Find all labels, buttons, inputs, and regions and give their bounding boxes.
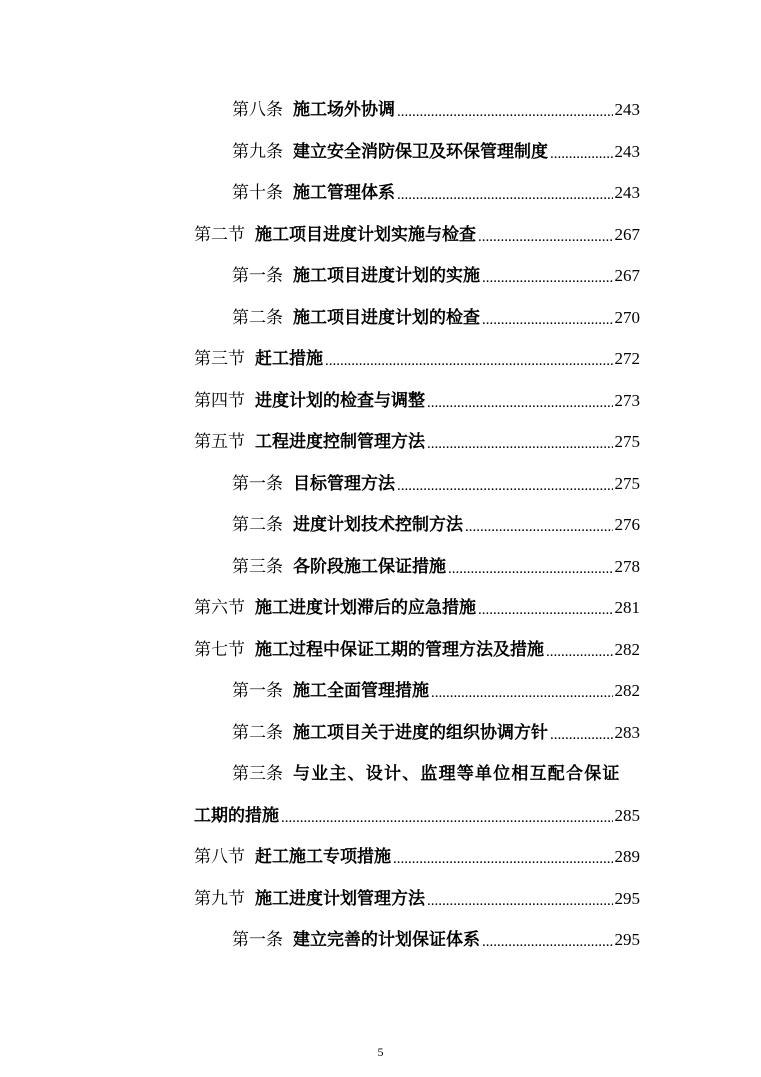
toc-leader-dots: [397, 180, 613, 206]
toc-entry-number: 第八节: [194, 847, 245, 867]
toc-entry[interactable]: [232, 512, 640, 538]
toc-entry-page: 267: [614, 225, 640, 244]
toc-entry[interactable]: [232, 720, 640, 746]
toc-leader-dots: [546, 637, 613, 663]
toc-leader-dots: [427, 429, 613, 455]
toc-entry-number: 第八条: [232, 100, 283, 120]
toc-entry-number: 第一条: [232, 474, 283, 494]
toc-entry-title: 施工进度计划管理方法: [255, 889, 425, 909]
toc-entry-number: 第一条: [232, 681, 283, 701]
toc-entry[interactable]: [194, 886, 640, 912]
toc-leader-dots: [482, 927, 613, 953]
toc-entry-number: 第十条: [232, 183, 283, 203]
toc-entry-page: 282: [614, 681, 640, 700]
toc-entry-number: 第九条: [232, 142, 283, 162]
toc-entry[interactable]: [194, 844, 640, 870]
toc-entry-page: 267: [614, 266, 640, 285]
toc-entry-page: 275: [614, 432, 640, 451]
toc-entry-title: 施工管理体系: [293, 183, 395, 203]
toc-entry[interactable]: [194, 595, 640, 621]
toc-entry-title: 与业主、设计、监理等单位相互配合保证: [293, 764, 621, 784]
toc-entry-page: 276: [614, 515, 640, 534]
toc-entry-page: 273: [614, 391, 640, 410]
toc-entry-number: 第七节: [194, 640, 245, 660]
toc-entry-title: 建立安全消防保卫及环保管理制度: [293, 142, 548, 162]
toc-entry-page: 272: [614, 349, 640, 368]
toc-entry-title: 赶工施工专项措施: [255, 847, 391, 867]
toc-entry-title: 施工全面管理措施: [293, 681, 429, 701]
toc-entry[interactable]: [194, 222, 640, 248]
toc-entry-title: 工期的措施: [194, 806, 279, 826]
toc-entry[interactable]: [232, 554, 640, 580]
toc-leader-dots: [448, 554, 613, 580]
toc-entry-number: 第二条: [232, 308, 283, 328]
toc-leader-dots: [465, 512, 613, 538]
toc-leader-dots: [397, 97, 613, 123]
toc-entry-number: 第三条: [232, 557, 283, 577]
toc-entry[interactable]: [194, 388, 640, 414]
toc-entry-number: 第一条: [232, 266, 283, 286]
toc-entry[interactable]: [232, 180, 640, 206]
toc-entry[interactable]: [232, 678, 640, 704]
toc-entry-number: 第三节: [194, 349, 245, 369]
toc-entry-title: 施工项目进度计划实施与检查: [255, 225, 476, 245]
toc-leader-dots: [393, 844, 613, 870]
toc-leader-dots: [431, 678, 613, 704]
toc-entry-number: 第一条: [232, 930, 283, 950]
toc-leader-dots: [478, 595, 613, 621]
toc-entry[interactable]: [232, 305, 640, 331]
toc-entry-page: 278: [614, 557, 640, 576]
toc-entry-title: 进度计划技术控制方法: [293, 515, 463, 535]
toc-entry-page: 283: [614, 723, 640, 742]
toc-entry-number: 第四节: [194, 391, 245, 411]
toc-entry-title: 赶工措施: [255, 349, 323, 369]
toc-entry[interactable]: [194, 637, 640, 663]
toc-entry-page: 270: [614, 308, 640, 327]
toc-entry-title: 施工项目关于进度的组织协调方针: [293, 723, 548, 743]
toc-entry-title: 建立完善的计划保证体系: [293, 930, 480, 950]
toc-entry-wrapped-start[interactable]: [232, 761, 640, 787]
toc-entry-page: 295: [614, 889, 640, 908]
toc-leader-dots: [427, 388, 613, 414]
toc-entry-title: 进度计划的检查与调整: [255, 391, 425, 411]
toc-leader-dots: [550, 720, 613, 746]
toc-entry-title: 施工场外协调: [293, 100, 395, 120]
toc-entry-number: 第二节: [194, 225, 245, 245]
toc-entry-page: 243: [614, 142, 640, 161]
page-number: 5: [377, 1045, 384, 1059]
toc-entry-title: 各阶段施工保证措施: [293, 557, 446, 577]
toc-entry-title: 工程进度控制管理方法: [255, 432, 425, 452]
toc-entry[interactable]: [232, 139, 640, 165]
toc-entry-number: 第二条: [232, 515, 283, 535]
toc-leader-dots: [325, 346, 613, 372]
toc-entry[interactable]: [194, 346, 640, 372]
toc-entry-page: 289: [614, 847, 640, 866]
toc-leader-dots: [478, 222, 613, 248]
toc-entry-page: 295: [614, 930, 640, 949]
toc-entry-title: 施工项目进度计划的检查: [293, 308, 480, 328]
toc-entry[interactable]: [194, 429, 640, 455]
toc-leader-dots: [550, 139, 613, 165]
toc-entry-number: 第五节: [194, 432, 245, 452]
toc-entry[interactable]: [232, 263, 640, 289]
toc-leader-dots: [482, 263, 613, 289]
toc-entry-number: 第二条: [232, 723, 283, 743]
toc-entry-number: 第三条: [232, 764, 283, 784]
toc-entry-number: 第九节: [194, 889, 245, 909]
toc-entry-page: 282: [614, 640, 640, 659]
toc-entry-title: 目标管理方法: [293, 474, 395, 494]
toc-entry[interactable]: [232, 97, 640, 123]
toc-entry-title: 施工项目进度计划的实施: [293, 266, 480, 286]
toc-leader-dots: [427, 886, 613, 912]
toc-leader-dots: [397, 471, 613, 497]
toc-entry-page: 285: [614, 806, 640, 825]
toc-entry-page: 243: [614, 183, 640, 202]
toc-entry-page: 275: [614, 474, 640, 493]
toc-leader-dots: [281, 803, 613, 829]
toc-entry-title: 施工进度计划滞后的应急措施: [255, 598, 476, 618]
toc-entry[interactable]: [232, 471, 640, 497]
toc-entry-page: 281: [614, 598, 640, 617]
toc-entry-wrapped-end[interactable]: [194, 803, 640, 829]
toc-entry[interactable]: [232, 927, 640, 953]
toc-entry-page: 243: [614, 100, 640, 119]
toc-entry-title: 施工过程中保证工期的管理方法及措施: [255, 640, 544, 660]
toc-entry-number: 第六节: [194, 598, 245, 618]
toc-leader-dots: [482, 305, 613, 331]
